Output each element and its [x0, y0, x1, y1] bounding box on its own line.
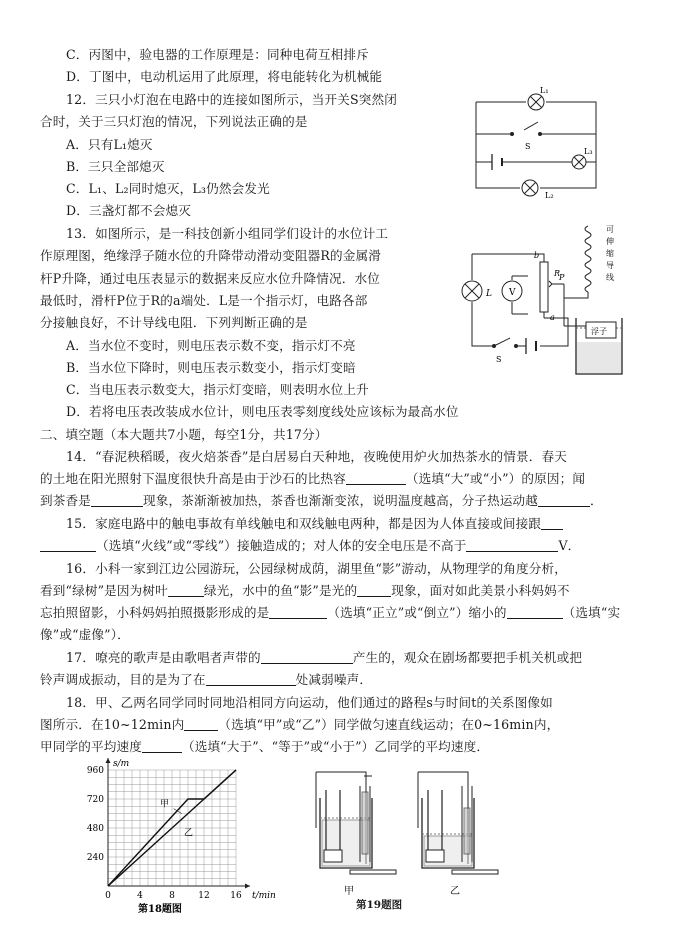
- q18-text-a: 图所示．在10~12min内: [40, 717, 185, 732]
- q16-text-d: 忘拍照留影，小科妈妈拍照摄影形成的是: [40, 605, 270, 620]
- x-tick-label: 8: [169, 891, 175, 901]
- q18-text-b: （选填“甲”或“乙”）同学做匀速直线运动；在0~16min内，: [218, 717, 560, 732]
- q14-line-3: [40, 492, 603, 510]
- section-2-heading: 二、填空题（本大题共7小题，每空1分，共17分）: [40, 427, 328, 442]
- svg-text:伸: 伸: [606, 237, 614, 246]
- x-axis-arrow: [245, 884, 250, 889]
- answer-blank[interactable]: [538, 493, 590, 507]
- q17-line-1: [66, 649, 582, 667]
- label-s: S: [496, 355, 502, 364]
- q16-line-3: [40, 604, 620, 622]
- answer-blank[interactable]: [206, 672, 296, 686]
- q12-option-d: D．三盏灯都不会熄灭: [66, 203, 191, 218]
- label-l1: L₁: [540, 86, 549, 95]
- q12-option-c: C．L₁、L₂同时熄灭，L₃仍然会发光: [66, 181, 270, 196]
- q13-stem-5: 分接触良好，不计导线电阻．下列判断正确的是: [40, 315, 308, 330]
- apparatus-jia: [316, 772, 396, 874]
- switch-icon: [494, 338, 510, 346]
- q13-stem-1: 13．如图所示，是一科技创新小组同学们设计的水位计工: [66, 226, 389, 241]
- label-jia: 甲: [344, 886, 354, 897]
- lamp-l-icon: [462, 281, 482, 301]
- label-s: S: [525, 142, 531, 151]
- q18-text-c: 甲同学的平均速度: [40, 739, 142, 754]
- svg-text:线: 线: [606, 273, 614, 282]
- battery-icon: [492, 154, 502, 170]
- fig18-caption: 第18题图: [138, 904, 182, 915]
- label-l3: L₃: [584, 147, 593, 156]
- x-axis-label: t/min: [252, 891, 276, 901]
- annotation-jia: 甲: [160, 799, 170, 810]
- label-float: 浮子: [591, 327, 607, 336]
- q15-text-c: V．: [558, 538, 581, 553]
- answer-blank[interactable]: [40, 538, 96, 552]
- y-axis-label: s/m: [113, 759, 130, 769]
- q14-line-2: [40, 470, 585, 488]
- label-p: P: [559, 273, 565, 282]
- q19-apparatus-diagram: [300, 758, 500, 908]
- answer-blank[interactable]: [346, 471, 406, 485]
- q12-option-b: B．三只全部熄灭: [66, 159, 165, 174]
- q12-stem-1: 12．三只小灯泡在电路中的连接如图所示，当开关S突然闭: [66, 92, 397, 107]
- q12-stem-2: 合时，关于三只灯泡的情况，下列说法正确的是: [40, 114, 308, 129]
- q13-stem-4: 最低时，滑杆P位于R的a端处．L是一个指示灯，电路各部: [40, 293, 368, 308]
- battery-icon: [526, 338, 536, 354]
- q13-option-c: C．当电压表示数变大，指示灯变暗，则表明水位上升: [66, 382, 369, 397]
- answer-blank[interactable]: [269, 605, 327, 619]
- q18-text-d: （选填“大于”、“等于”或“小于”）乙同学的平均速度．: [181, 739, 490, 754]
- x-tick-label: 4: [137, 891, 143, 901]
- apparatus-yi: [418, 772, 498, 874]
- q16-line-1: 16．小科一家到江边公园游玩，公园绿树成荫，湖里鱼“影”游动，从物理学的角度分析，: [66, 561, 568, 576]
- q15-text-b: （选填“火线”或“零线”）接触造成的；对人体的安全电压是不高于: [96, 538, 467, 553]
- q16-text-a: 看到“绿树”是因为树叶: [40, 583, 168, 598]
- answer-blank[interactable]: [357, 583, 391, 597]
- q12-circuit-diagram: [470, 88, 630, 200]
- label-stretchable-wire: [606, 225, 614, 282]
- q18-line-1: 18．甲、乙两名同学同时同地沿相同方向运动，他们通过的路程s与时间t的关系图像如: [66, 695, 553, 710]
- label-a: a: [550, 313, 555, 322]
- q13-water-level-diagram: [460, 218, 632, 378]
- main-wire: [472, 254, 568, 346]
- label-yi: 乙: [450, 886, 460, 897]
- lamp-l3-icon: [572, 155, 586, 169]
- answer-blank[interactable]: [91, 493, 143, 507]
- label-v: V: [509, 288, 516, 298]
- q13-option-d: D．若将电压表改装成水位计，则电压表零刻度线处应该标为最高水位: [66, 404, 459, 419]
- q17-text-d: 处减弱噪声．: [295, 672, 373, 687]
- lamp-l1-icon: [528, 94, 544, 110]
- q16-text-b: 绿光，水中的鱼“影”是光的: [203, 583, 358, 598]
- q16-text-f: （选填“实: [562, 605, 621, 620]
- q15-line-2: [40, 537, 580, 555]
- svg-text:可: 可: [606, 225, 614, 234]
- q15-text-a: 15．家庭电路中的触电事故有单线触电和双线触电两种，都是因为人体直接或间接跟: [66, 516, 542, 531]
- option-d-q11: D．丁图中，电动机运用了此原理，将电能转化为机械能: [66, 69, 383, 84]
- q12-option-a: A．只有L₁熄灭: [66, 137, 153, 152]
- q14-text-a: 的土地在阳光照射下温度很快升高是由于沙石的比热容: [40, 471, 346, 486]
- x-tick-label: 0: [105, 891, 111, 901]
- answer-blank[interactable]: [507, 605, 563, 619]
- q13-stem-2: 作原理图，绝缘浮子随水位的升降带动滑动变阻器R的金属滑: [40, 248, 381, 263]
- label-r: R: [554, 269, 561, 278]
- svg-text:导: 导: [606, 261, 614, 270]
- q14-line-1: 14．“春泥秧稻暖，夜火焙茶香”是白居易白天种地，夜晚使用炉火加热茶水的情景．春天: [66, 449, 568, 464]
- y-tick-label: 240: [86, 853, 104, 863]
- q16-line-4: 像”或“虚像”）．: [40, 627, 130, 642]
- q16-line-2: [40, 582, 570, 600]
- spring-wire-icon: [564, 226, 591, 298]
- q14-text-c: 到茶香是: [40, 493, 91, 508]
- q14-text-b: （选填“大”或“小”）的原因；闻: [405, 471, 586, 486]
- q16-text-e: （选填“正立”或“倒立”）缩小的: [327, 605, 507, 620]
- q18-distance-time-chart: [78, 754, 278, 914]
- label-l: L: [486, 289, 492, 299]
- q18-line-2: [40, 716, 559, 734]
- x-tick-label: 16: [230, 891, 242, 901]
- switch-wire: [476, 122, 596, 134]
- answer-blank[interactable]: [168, 583, 204, 597]
- y-tick-label: 720: [86, 795, 104, 805]
- q14-text-e: ．: [590, 493, 603, 508]
- lamp-l2-icon: [522, 180, 538, 196]
- answer-blank[interactable]: [142, 739, 182, 753]
- annotation-yi: 乙: [184, 828, 194, 839]
- answer-blank[interactable]: [184, 717, 218, 731]
- option-c-q11: C．丙图中，验电器的工作原理是：同种电荷互相排斥: [66, 47, 369, 62]
- answer-blank[interactable]: [541, 516, 563, 530]
- label-b: b: [534, 251, 540, 260]
- circuit-wires: [476, 102, 596, 188]
- label-l2: L₂: [545, 191, 554, 200]
- fig19-caption: 第19题图: [356, 899, 403, 911]
- q17-line-2: [40, 671, 372, 689]
- rheostat-r: [540, 262, 548, 312]
- q15-line-1: [66, 515, 563, 533]
- answer-blank[interactable]: [466, 538, 558, 552]
- y-axis-arrow: [106, 758, 111, 763]
- y-tick-label: 960: [86, 766, 104, 776]
- x-tick-label: 12: [198, 891, 210, 901]
- q16-text-c: 现象，面对如此美景小科妈妈不: [391, 583, 570, 598]
- q14-text-d: 现象，茶渐渐被加热，茶香也渐渐变浓，说明温度越高，分子热运动越: [142, 493, 539, 508]
- y-tick-label: 480: [86, 824, 104, 834]
- answer-blank[interactable]: [261, 650, 353, 664]
- q17-text-a: 17．嘹亮的歌声是由歌唱者声带的: [66, 650, 261, 665]
- q17-text-c: 铃声调成振动，目的是为了在: [40, 672, 206, 687]
- q13-option-b: B．当水位下降时，则电压表示数变小，指示灯变暗: [66, 360, 356, 375]
- q13-option-a: A．当水位不变时，则电压表示数不变，指示灯不亮: [66, 338, 356, 353]
- q13-stem-3: 杆P升降，通过电压表显示的数据来反应水位升降情况．水位: [40, 271, 380, 286]
- q17-text-b: 产生的，观众在剧场都要把手机关机或把: [352, 650, 583, 665]
- svg-text:缩: 缩: [606, 249, 614, 258]
